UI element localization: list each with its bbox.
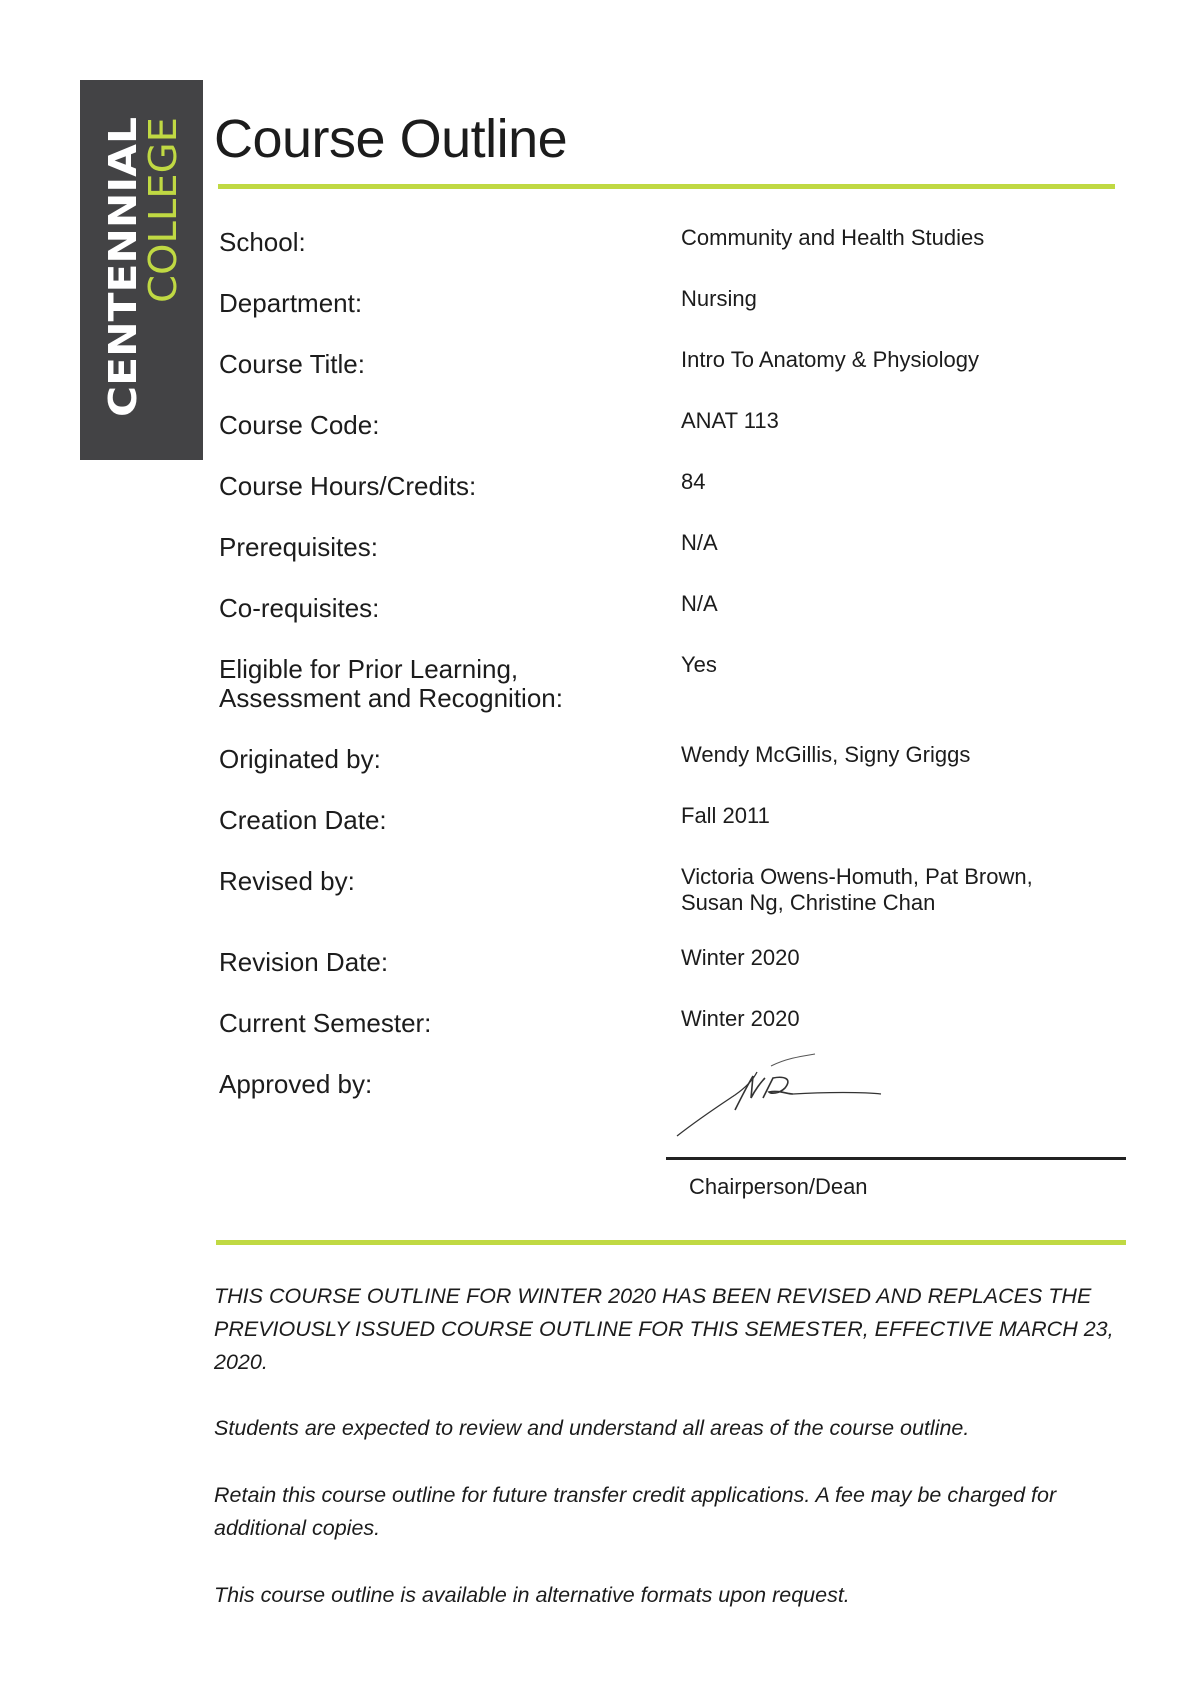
field-label: Course Title: xyxy=(219,349,365,379)
field-value: Intro To Anatomy & Physiology xyxy=(681,347,979,372)
field-label: Co-requisites: xyxy=(219,593,380,623)
notice-formats: This course outline is available in alternative formats upon request. xyxy=(214,1583,850,1607)
field-label: Course Hours/Credits: xyxy=(219,471,477,501)
notice-review: Students are expected to review and understand all areas of the course outline. xyxy=(214,1416,970,1440)
field-label: Eligible for Prior Learning, Assessment and Recognition: xyxy=(219,654,563,713)
field-value: Victoria Owens-Homuth, Pat Brown, Susan Ng, Christine Chan xyxy=(681,864,1033,915)
notice-retain: Retain this course outline for future transfer credit applications. A fee may be charged for additional copies. xyxy=(214,1483,1057,1540)
field-label: Course Code: xyxy=(219,410,380,440)
signature-line xyxy=(666,1157,1126,1160)
title-divider xyxy=(218,184,1115,189)
field-label: School: xyxy=(219,227,306,257)
field-value: Yes xyxy=(681,652,717,677)
field-value: N/A xyxy=(681,591,718,616)
field-value: Nursing xyxy=(681,286,757,311)
field-value: Winter 2020 xyxy=(681,945,800,970)
field-value: Fall 2011 xyxy=(681,803,770,828)
page-title: Course Outline xyxy=(214,109,568,169)
signature xyxy=(675,1050,905,1140)
field-label: Approved by: xyxy=(219,1069,373,1099)
field-label: Creation Date: xyxy=(219,805,387,835)
field-label: Department: xyxy=(219,288,363,318)
notice-divider xyxy=(216,1240,1126,1245)
field-label: Originated by: xyxy=(219,744,381,774)
signature-caption: Chairperson/Dean xyxy=(689,1174,868,1199)
logo-line-centennial: CENTENNIAL xyxy=(101,148,145,417)
notice-revision: THIS COURSE OUTLINE FOR WINTER 2020 HAS BEEN REVISED AND REPLACES THE PREVIOUSLY ISSUED COURSE OUTLINE FOR THIS SEMESTER, EFFECTIVE MARCH 23, 2020. xyxy=(214,1284,1114,1374)
field-value: Community and Health Studies xyxy=(681,225,985,250)
field-value: N/A xyxy=(681,530,718,555)
logo-line-college: COLLEGE xyxy=(141,126,185,303)
field-value: ANAT 113 xyxy=(681,408,779,433)
college-logo xyxy=(80,80,203,460)
field-value: Winter 2020 xyxy=(681,1006,800,1031)
field-label: Prerequisites: xyxy=(219,532,378,562)
field-label: Revised by: xyxy=(219,866,355,896)
field-label: Revision Date: xyxy=(219,947,389,977)
field-value: 84 xyxy=(681,469,706,494)
field-value: Wendy McGillis, Signy Griggs xyxy=(681,742,971,767)
field-label: Current Semester: xyxy=(219,1008,432,1038)
